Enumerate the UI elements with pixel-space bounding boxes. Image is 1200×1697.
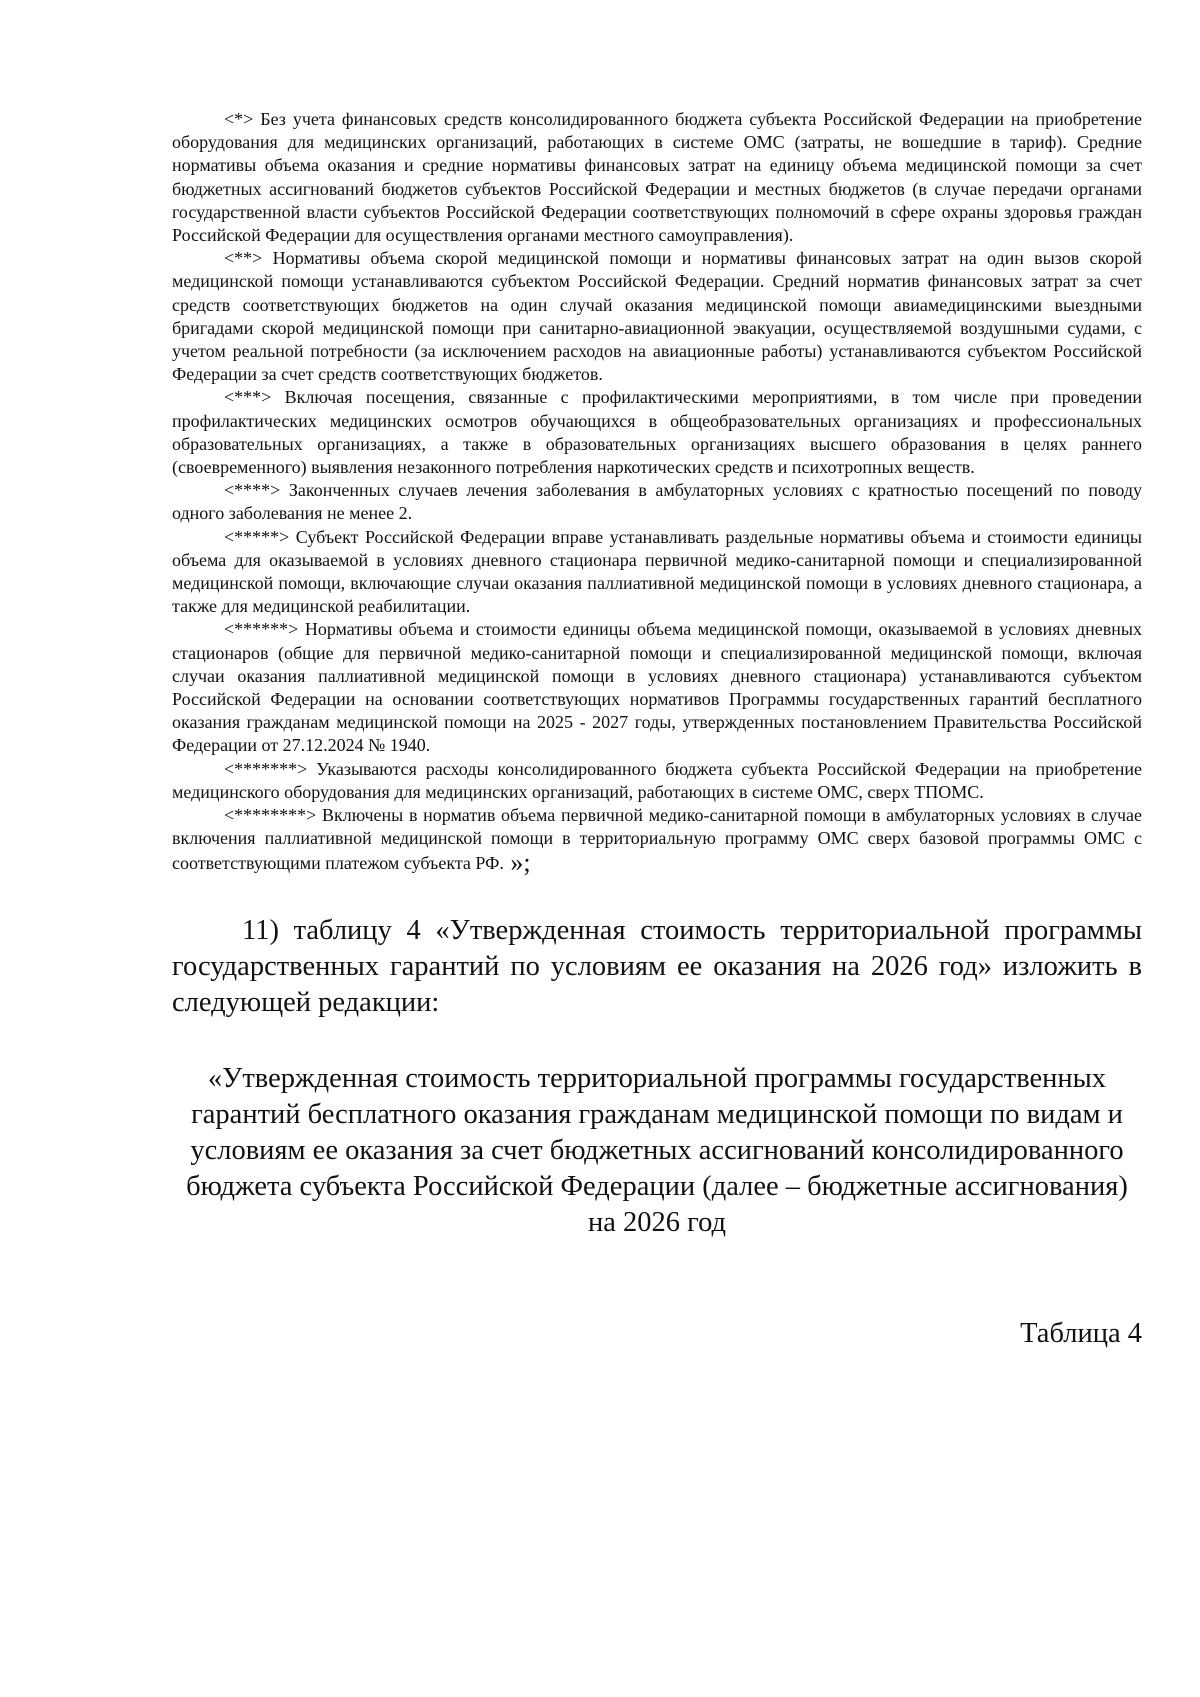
footnote-text: Законченных случаев лечения заболевания в амбулаторных условиях с кратностью посещений по поводу одного заболевания не менее 2.: [172, 480, 1142, 524]
footnote-marker: <********>: [224, 805, 317, 826]
footnote-3: [172, 386, 1142, 479]
section-heading: [172, 1061, 1142, 1241]
heading-line: условиям ее оказания за счет бюджетных ассигнований консолидированного: [190, 1134, 1124, 1166]
footnote-text: Указываются расходы консолидированного бюджета субъекта Российской Федерации на приобретение медицинского оборудования для медицинских организаций, работающих в системе ОМС, сверх ТПОМС.: [172, 758, 1142, 802]
footnote-text: Субъект Российской Федерации вправе устанавливать раздельные нормативы объема и стоимости единицы объема для оказываемой в условиях дневного стационара первичной медико-санитарной помощи и специализированной медицинской помощи, включающие случаи оказания паллиативной медицинской помощи в условиях дневного стационара, а также для медицинской реабилитации.: [172, 526, 1142, 617]
footnote-8: [172, 804, 1142, 875]
footnote-5: [172, 526, 1142, 619]
footnote-7: [172, 758, 1142, 804]
footnote-marker: <****>: [224, 480, 281, 501]
footnote-4: [172, 479, 1142, 525]
footnote-text: Включая посещения, связанные с профилактическими мероприятиями, в том числе при проведении профилактических медицинских осмотров обучающихся в общеобразовательных организациях и профессиональных образовательных организациях, а также в образовательных организациях высшего образования в целях раннего (своевременного) выявления незаконного потребления наркотических средств и психотропных веществ.: [172, 387, 1142, 478]
footnote-marker: <*****>: [224, 526, 290, 547]
footnote-text: Включены в норматив объема первичной медико-санитарной помощи в амбулаторных условиях в случае включения паллиативной медицинской помощи в территориальную программу ОМС сверх базовой программы ОМС с соответствующими платежом субъекта РФ.: [172, 805, 1142, 873]
heading-line: гарантий бесплатного оказания гражданам медицинской помощи по видам и: [191, 1098, 1123, 1130]
heading-line: бюджета субъекта Российской Федерации (далее – бюджетные ассигнования): [186, 1170, 1128, 1202]
footnote-text: Нормативы объема и стоимости единицы объема медицинской помощи, оказываемой в условиях дневных стационаров (общие для первичной медико-санитарной помощи и специализированной медицинской помощи, включая случаи оказания паллиативной медицинской помощи в условиях дневного стационара) устанавливаются субъектом Российской Федерации на основании соответствующих нормативов Программы государственных гарантий бесплатного оказания гражданам медицинской помощи на 2025 - 2027 годы, утвержденных постановлением Правительства Российской Федерации от 27.12.2024 № 1940.: [172, 619, 1142, 756]
heading-line: «Утвержденная стоимость территориальной программы государственных: [207, 1062, 1107, 1094]
table-label: Таблица 4: [1020, 1317, 1142, 1349]
document-page: [172, 108, 1142, 1352]
heading-line: на 2026 год: [587, 1206, 727, 1238]
amendment-paragraph: 11) таблицу 4 «Утвержденная стоимость территориальной программы государственных гарантий по условиям ее оказания на 2026 год» изложить в следующей редакции:: [172, 914, 1142, 1018]
footnote-1: [172, 108, 1142, 247]
footnote-marker: <**>: [224, 248, 263, 269]
footnotes-section: [172, 108, 1142, 875]
footnote-marker: <*******>: [224, 758, 308, 779]
footnote-marker: <******>: [224, 619, 299, 640]
footnote-2: [172, 247, 1142, 386]
footnote-6: [172, 618, 1142, 757]
closing-quote: »;: [503, 847, 531, 877]
footnote-text: Без учета финансовых средств консолидированного бюджета субъекта Российской Федерации на приобретение оборудования для медицинских организаций, работающих в системе ОМС (затраты, не вошедшие в тариф). Средние нормативы объема оказания и средние нормативы финансовых затрат на единицу объема медицинской помощи за счет бюджетных ассигнований бюджетов субъектов Российской Федерации и местных бюджетов (в случае передачи органами государственной власти субъектов Российской Федерации соответствующих полномочий в сфере охраны здоровья граждан Российской Федерации для осуществления органами местного самоуправления).: [172, 109, 1142, 246]
footnote-marker: <***>: [224, 387, 272, 408]
footnote-marker: <*>: [224, 109, 254, 129]
footnote-text: Нормативы объема скорой медицинской помощи и нормативы финансовых затрат на один вызов скорой медицинской помощи устанавливаются субъектом Российской Федерации. Средний норматив финансовых затрат за счет средств соответствующих бюджетов на один случай оказания медицинской помощи авиамедицинскими выездными бригадами скорой медицинской помощи при санитарно-авиационной эвакуации, осуществляемой воздушными судами, с учетом реальной потребности (за исключением расходов на авиационные работы) устанавливаются субъектом Российской Федерации за счет средств соответствующих бюджетов.: [172, 248, 1142, 385]
